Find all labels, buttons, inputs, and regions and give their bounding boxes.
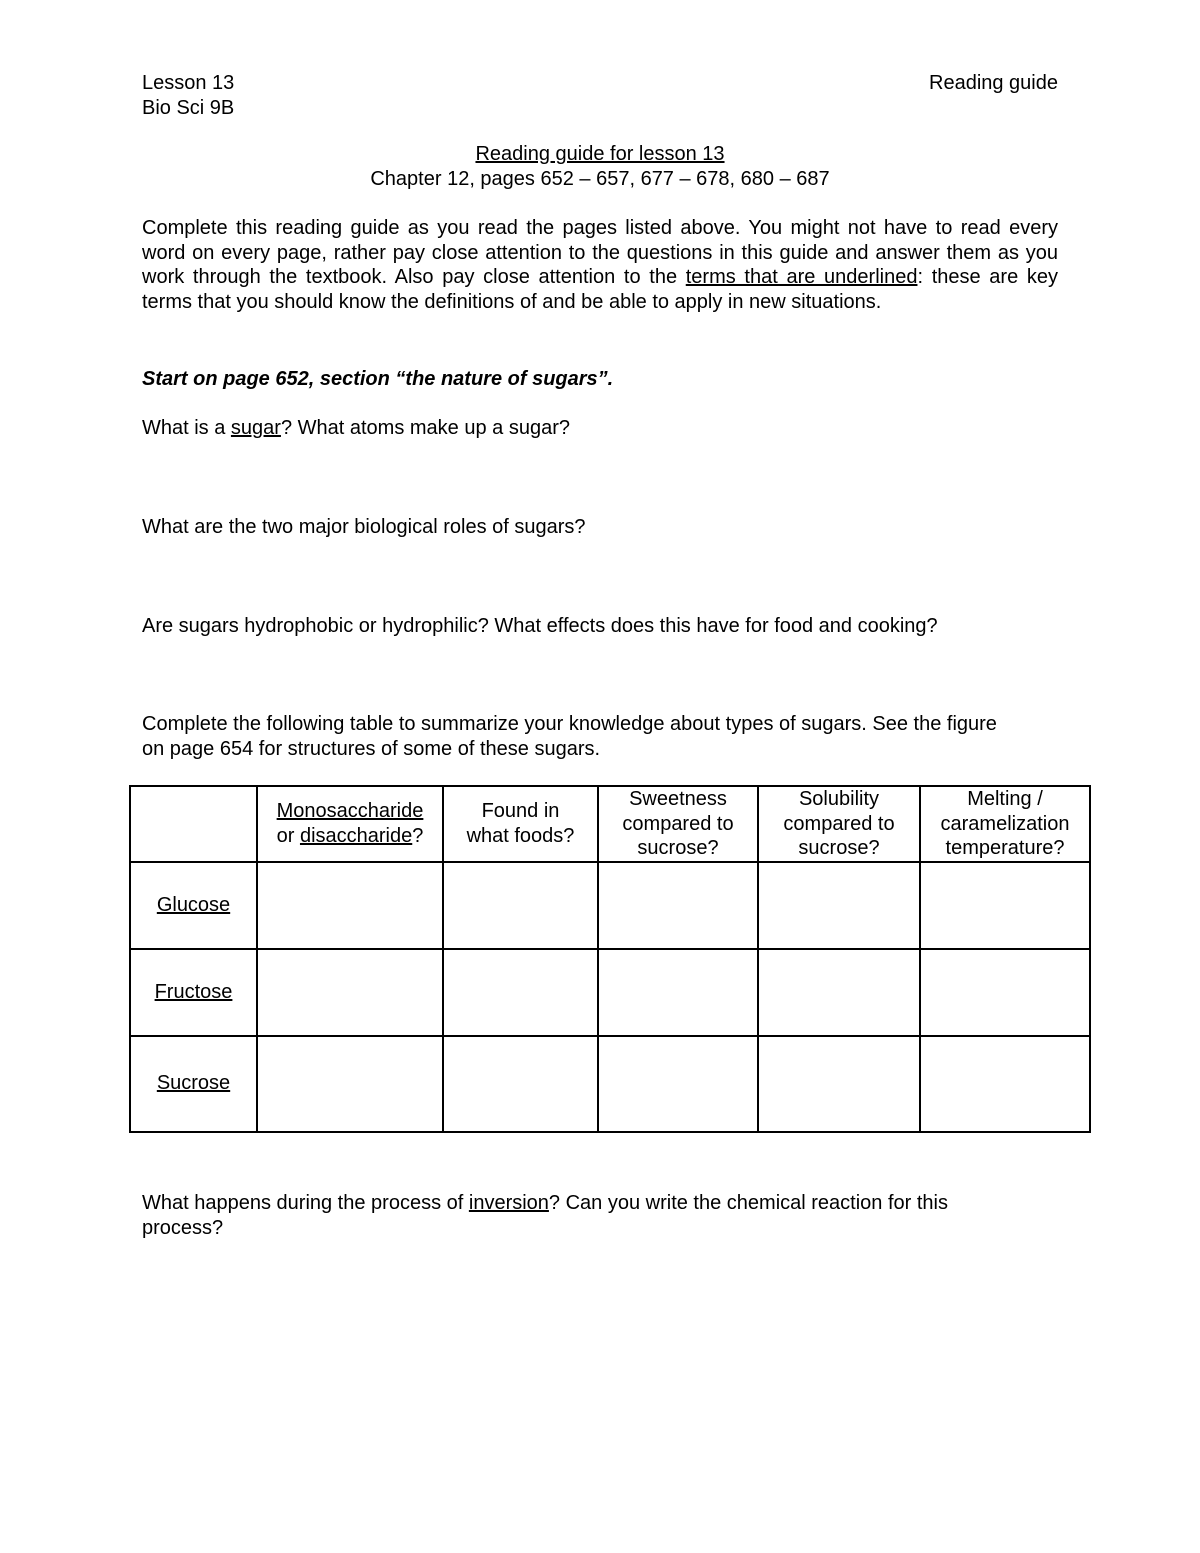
col-melting-line1: Melting / bbox=[967, 788, 1043, 810]
question-text: What happens during the process of bbox=[142, 1192, 469, 1214]
qmark: ? bbox=[412, 824, 424, 847]
lesson-label: Lesson 13 bbox=[142, 72, 235, 94]
question-hydrophilic: Are sugars hydrophobic or hydrophilic? What effects does this have for food and cooking? bbox=[142, 615, 938, 637]
term-fructose: Fructose bbox=[154, 980, 233, 1003]
col-melting-line3: temperature? bbox=[945, 837, 1065, 859]
row-label-sucrose bbox=[130, 1036, 257, 1132]
col-sweetness-line3: sucrose? bbox=[637, 837, 719, 859]
page-title bbox=[0, 142, 1200, 167]
or-text: or bbox=[276, 824, 300, 847]
course-label: Bio Sci 9B bbox=[142, 96, 235, 119]
answer-cell[interactable] bbox=[443, 1036, 598, 1132]
term-sugar: sugar bbox=[230, 417, 281, 439]
answer-cell[interactable] bbox=[598, 862, 758, 949]
answer-cell[interactable] bbox=[758, 1036, 920, 1132]
col-sweetness-line1: Sweetness bbox=[629, 788, 727, 810]
answer-cell[interactable] bbox=[920, 1036, 1090, 1132]
corner-cell bbox=[130, 786, 257, 862]
chapter-line: Chapter 12, pages 652 – 657, 677 – 678, 680 – 687 bbox=[370, 168, 830, 190]
table-intro: Complete the following table to summarize your knowledge about types of sugars. See the figure on page 654 for structures of some of these sugars. bbox=[142, 713, 997, 760]
page-title-text: Reading guide for lesson 13 bbox=[475, 143, 725, 165]
start-instruction: Start on page 652, section “the nature of sugars”. bbox=[142, 368, 614, 390]
term-monosaccharide: Monosaccharide bbox=[276, 800, 424, 823]
question-sugar bbox=[142, 416, 1058, 441]
intro-text: Complete this reading guide as you read the pages listed above. You might not have to read every word on every page, rather pay close attention to the questions in this guide and answer them as you work through the textbook. Also pay close attention to the bbox=[142, 217, 1058, 288]
row-label-glucose bbox=[130, 862, 257, 949]
row-label-fructose bbox=[130, 949, 257, 1036]
question-inversion bbox=[142, 1191, 1032, 1240]
answer-cell[interactable] bbox=[257, 862, 443, 949]
table-header-row bbox=[130, 786, 1090, 862]
col-found-in-line2: what foods? bbox=[466, 824, 575, 847]
question-text-end: ? Can you write the chemical reaction for this process? bbox=[142, 1192, 948, 1239]
col-found-in-line1: Found in bbox=[481, 800, 560, 823]
answer-cell[interactable] bbox=[598, 949, 758, 1036]
question-roles: What are the two major biological roles of sugars? bbox=[142, 516, 586, 538]
answer-cell[interactable] bbox=[257, 1036, 443, 1132]
answer-cell[interactable] bbox=[257, 949, 443, 1036]
term-disaccharide: disaccharide bbox=[299, 824, 413, 847]
intro-text-end: : these are key terms that you should know the definitions of and be able to apply in new situations. bbox=[142, 266, 1059, 313]
term-glucose: Glucose bbox=[156, 893, 231, 916]
question-text: What is a bbox=[142, 417, 231, 439]
answer-cell[interactable] bbox=[443, 949, 598, 1036]
answer-cell[interactable] bbox=[920, 949, 1090, 1036]
intro-paragraph bbox=[142, 216, 1058, 314]
term-inversion: inversion bbox=[468, 1192, 549, 1214]
col-melting bbox=[920, 786, 1090, 862]
col-solubility-line1: Solubility bbox=[798, 788, 880, 810]
table-row bbox=[130, 862, 1090, 949]
col-found-in bbox=[443, 786, 598, 862]
term-sucrose: Sucrose bbox=[156, 1072, 231, 1095]
answer-cell[interactable] bbox=[598, 1036, 758, 1132]
col-solubility-line3: sucrose? bbox=[798, 837, 880, 859]
col-sweetness-line2: compared to bbox=[622, 812, 734, 835]
answer-cell[interactable] bbox=[443, 862, 598, 949]
header-right: Reading guide bbox=[929, 72, 1058, 94]
header-left bbox=[142, 71, 234, 120]
table-row bbox=[130, 949, 1090, 1036]
answer-cell[interactable] bbox=[920, 862, 1090, 949]
col-mono-di bbox=[257, 786, 443, 862]
underlined-terms-phrase: terms that are underlined bbox=[685, 266, 918, 288]
answer-cell[interactable] bbox=[758, 949, 920, 1036]
col-melting-line2: caramelization bbox=[940, 812, 1070, 835]
col-solubility bbox=[758, 786, 920, 862]
table-row bbox=[130, 1036, 1090, 1132]
col-solubility-line2: compared to bbox=[783, 812, 895, 835]
question-text-end: ? What atoms make up a sugar? bbox=[280, 417, 570, 439]
col-sweetness bbox=[598, 786, 758, 862]
sugar-summary-table bbox=[129, 785, 1091, 1133]
answer-cell[interactable] bbox=[758, 862, 920, 949]
